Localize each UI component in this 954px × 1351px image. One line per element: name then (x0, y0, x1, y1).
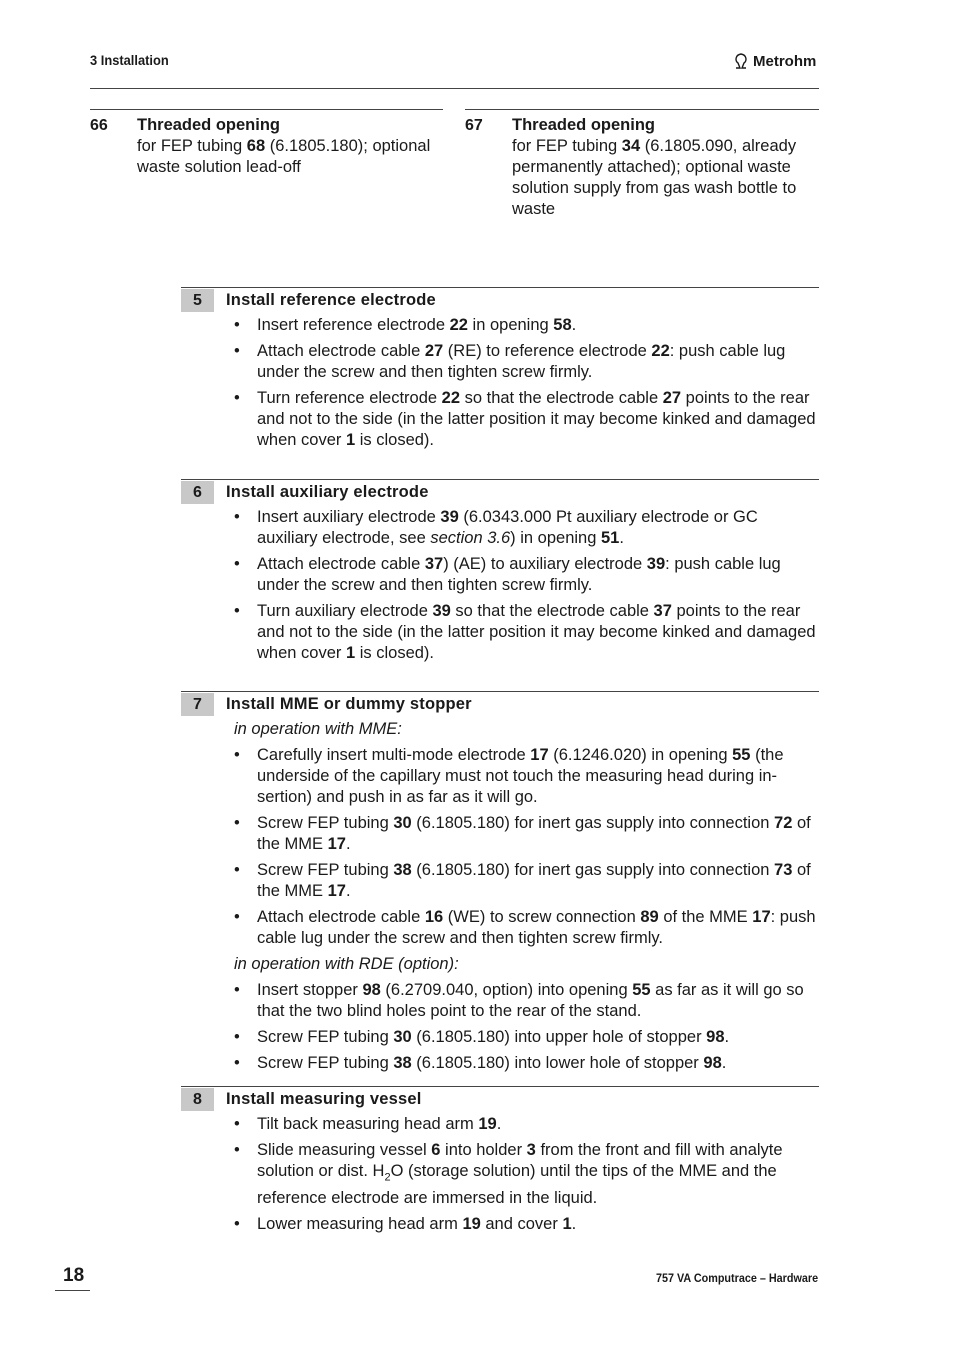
text-run: Slide measuring vessel (257, 1141, 432, 1159)
list-item (234, 315, 819, 336)
item-ref: 38 (393, 1054, 412, 1072)
text-run: points to the rear and not to the side (in the latter position it may become kinked and damaged when cover (257, 389, 816, 449)
list-item (234, 1140, 819, 1209)
bullet-icon: • (234, 1215, 240, 1234)
item-ref: 17 (752, 908, 771, 926)
text-run: : push cable lug under the screw and then tighten screw firmly. (257, 342, 786, 381)
text-run: . (571, 316, 577, 334)
item-ref: 1 (562, 1215, 572, 1234)
item-ref: 27 (662, 389, 682, 407)
step-7 (181, 691, 819, 1072)
text-run: of the MME (658, 908, 753, 926)
text-run: Screw FEP tubing (257, 1054, 394, 1072)
item-ref: 19 (462, 1215, 481, 1234)
item-ref: 17 (327, 882, 346, 900)
callout-description (137, 136, 447, 178)
text-run: . (496, 1115, 502, 1133)
step-items (234, 315, 819, 456)
text-run: (6.2709.040, option) into opening (380, 981, 633, 999)
callout-title: Threaded opening (137, 116, 281, 134)
step-items (234, 1114, 819, 1240)
text-run: O (storage solution) until the tips of the MME and the reference electrode are immersed in the liquid. (257, 1162, 777, 1208)
text-run: Insert stopper (257, 981, 363, 999)
bullet-icon: • (234, 389, 240, 407)
text-run: (6.1805.180); optional waste solution lead-off (137, 137, 431, 176)
text-run: so that the electrode cable (460, 389, 663, 407)
item-ref: 37 (653, 602, 672, 620)
item-ref: 22 (441, 389, 461, 407)
text-run: Lower measuring head arm (257, 1215, 463, 1234)
callout-number: 66 (90, 117, 108, 134)
item-ref: 39 (440, 508, 459, 526)
list-item (234, 388, 819, 451)
step-5 (181, 287, 819, 449)
list-item (234, 745, 819, 808)
step-number-badge: 5 (181, 289, 214, 312)
product-name: 757 VA Computrace – Hardware (655, 1271, 818, 1285)
bullet-icon: • (234, 746, 240, 764)
item-ref: 98 (703, 1054, 722, 1072)
step-number-badge: 7 (181, 693, 214, 716)
item-ref: 39 (646, 555, 666, 573)
text-run: for FEP tubing (137, 137, 247, 155)
callout-66 (90, 109, 443, 176)
item-ref: 72 (774, 814, 793, 832)
header-rule (90, 88, 819, 89)
item-ref: 55 (732, 746, 751, 764)
item-ref: 38 (393, 861, 412, 879)
list-item (234, 813, 819, 855)
item-ref: 68 (246, 137, 266, 155)
text-run: Attach electrode cable (257, 908, 425, 926)
item-ref: 27 (424, 342, 444, 360)
text-run: (6.0343.000 Pt auxiliary electrode or GC auxiliary electrode, see (257, 508, 758, 547)
text-run: Screw FEP tubing (257, 861, 394, 879)
text-run: so that the electrode cable (450, 602, 654, 620)
text-run: ) in opening (510, 529, 601, 547)
text-run: Insert auxiliary electrode (257, 508, 441, 526)
metrohm-logo (733, 50, 821, 72)
text-run: . (721, 1054, 727, 1072)
item-ref: 39 (432, 602, 451, 620)
text-run: Attach electrode cable (257, 342, 425, 360)
text-run: (6.1805.180) into upper hole of stopper (411, 1028, 707, 1046)
callout-title: Threaded opening (512, 116, 656, 134)
item-ref: 3 (526, 1141, 536, 1159)
item-ref: 30 (393, 1028, 412, 1046)
bullet-icon: • (234, 1054, 240, 1072)
step-title: Install reference electrode (226, 291, 436, 309)
text-run: : push cable lug under the screw and then tighten screw firmly. (257, 555, 781, 594)
text-run: . (619, 529, 624, 547)
callout-number: 67 (465, 117, 483, 134)
item-ref: 6 (431, 1141, 441, 1159)
step-items (234, 719, 819, 1079)
section-ref: section 3.6 (430, 529, 511, 547)
list-item (234, 860, 819, 902)
item-ref: 30 (393, 814, 412, 832)
step-title: Install MME or dummy stopper (226, 695, 472, 713)
item-ref: 22 (449, 316, 468, 334)
list-item (234, 1053, 819, 1074)
list-item (234, 601, 819, 664)
text-run: (the underside of the capillary must not touch the measuring head during in-sertion) and push in as far as it will go. (257, 746, 784, 806)
item-ref: 55 (632, 981, 651, 999)
text-run: Carefully insert multi-mode electrode (257, 746, 531, 764)
step-title: Install measuring vessel (226, 1090, 422, 1108)
bullet-icon: • (234, 908, 240, 926)
text-run: Turn reference electrode (257, 389, 442, 407)
text-run: . (571, 1215, 577, 1234)
text-run: Screw FEP tubing (257, 1028, 394, 1046)
item-ref: 17 (327, 835, 346, 853)
text-run: : push cable lug under the screw and then tighten screw firmly. (257, 908, 816, 947)
text-run: of the MME (257, 814, 811, 853)
text-run: as far as it will go so that the two blind holes point to the rear of the stand. (257, 981, 804, 1020)
text-run: Attach electrode cable (257, 555, 425, 573)
text-run: . (724, 1028, 730, 1046)
bullet-icon: • (234, 1028, 240, 1046)
item-ref: 58 (553, 316, 572, 334)
bullet-icon: • (234, 814, 240, 832)
step-items (234, 507, 819, 669)
item-ref: 1 (345, 431, 356, 449)
page-number-rule (55, 1290, 90, 1291)
text-run: in opening (467, 316, 554, 334)
text-run: Turn auxiliary electrode (257, 602, 433, 620)
list-item (234, 1114, 819, 1135)
text-run: . (345, 835, 351, 853)
bullet-icon: • (234, 508, 240, 526)
bullet-icon: • (234, 602, 240, 620)
bullet-icon: • (234, 1115, 240, 1133)
text-run: . (345, 882, 351, 900)
text-run: of the MME (257, 861, 811, 900)
text-run: (6.1246.020) in opening (548, 746, 733, 764)
bullet-icon: • (234, 316, 240, 334)
text-run: Screw FEP tubing (257, 814, 394, 832)
text-run: is closed). (355, 644, 435, 662)
operation-mode-label (234, 954, 819, 975)
item-ref: 98 (362, 981, 381, 999)
text-run: from the front and fill with analyte solution or dist. H (257, 1141, 783, 1180)
item-ref: 22 (651, 342, 670, 360)
bullet-icon: • (234, 861, 240, 879)
text-run: (6.1805.180) into lower hole of stopper (411, 1054, 704, 1072)
callout-description (512, 136, 817, 220)
item-ref: 16 (424, 908, 444, 926)
operation-mode-label (234, 719, 819, 740)
list-item (234, 1214, 819, 1235)
list-item (234, 507, 819, 549)
list-item (234, 341, 819, 383)
text-run: (6.1805.180) for inert gas supply into connection (411, 861, 775, 879)
text-run: (6.1805.180) for inert gas supply into connection (411, 814, 775, 832)
page-number: 18 (63, 1265, 85, 1286)
item-ref: 89 (640, 908, 659, 926)
bullet-icon: • (234, 1141, 240, 1159)
text-run: points to the rear and not to the side (in the latter position it may become kinked and damaged when cover (257, 602, 816, 662)
list-item (234, 980, 819, 1022)
text-run: in operation with MME: (234, 720, 402, 738)
step-number-badge: 6 (181, 481, 214, 504)
item-ref: 1 (345, 644, 356, 662)
item-ref: 51 (600, 529, 620, 547)
step-6 (181, 479, 819, 662)
bullet-icon: • (234, 981, 240, 999)
callout-67 (465, 109, 819, 218)
item-ref: 37 (424, 555, 444, 573)
step-number-badge: 8 (181, 1088, 214, 1111)
list-item (234, 554, 819, 596)
list-item (234, 1027, 819, 1048)
text-run: (WE) to screw connection (443, 908, 641, 926)
text-run: and cover (480, 1215, 563, 1234)
item-ref: 73 (774, 861, 793, 879)
bullet-icon: • (234, 342, 240, 360)
subscript: 2 (384, 1171, 391, 1184)
list-item (234, 907, 819, 949)
text-run: Insert reference electrode (257, 316, 450, 334)
text-run: for FEP tubing (512, 137, 622, 155)
text-run: (6.1805.090, already permanently attached); optional waste solution supply from gas wash bottle to waste (512, 137, 797, 218)
logo-text: Metrohm (753, 53, 817, 70)
text-run: is closed). (355, 431, 435, 449)
step-title: Install auxiliary electrode (226, 483, 429, 501)
item-ref: 34 (621, 137, 641, 155)
bullet-icon: • (234, 555, 240, 573)
item-ref: 19 (478, 1115, 497, 1133)
text-run: in operation with RDE (option): (234, 955, 459, 973)
text-run: ) (AE) to auxiliary electrode (443, 555, 647, 573)
text-run: Tilt back measuring head arm (257, 1115, 479, 1133)
text-run: into holder (440, 1141, 527, 1159)
item-ref: 17 (530, 746, 549, 764)
step-8 (181, 1086, 819, 1234)
item-ref: 98 (706, 1028, 725, 1046)
section-title: 3 Installation (90, 52, 169, 68)
text-run: (RE) to reference electrode (443, 342, 652, 360)
